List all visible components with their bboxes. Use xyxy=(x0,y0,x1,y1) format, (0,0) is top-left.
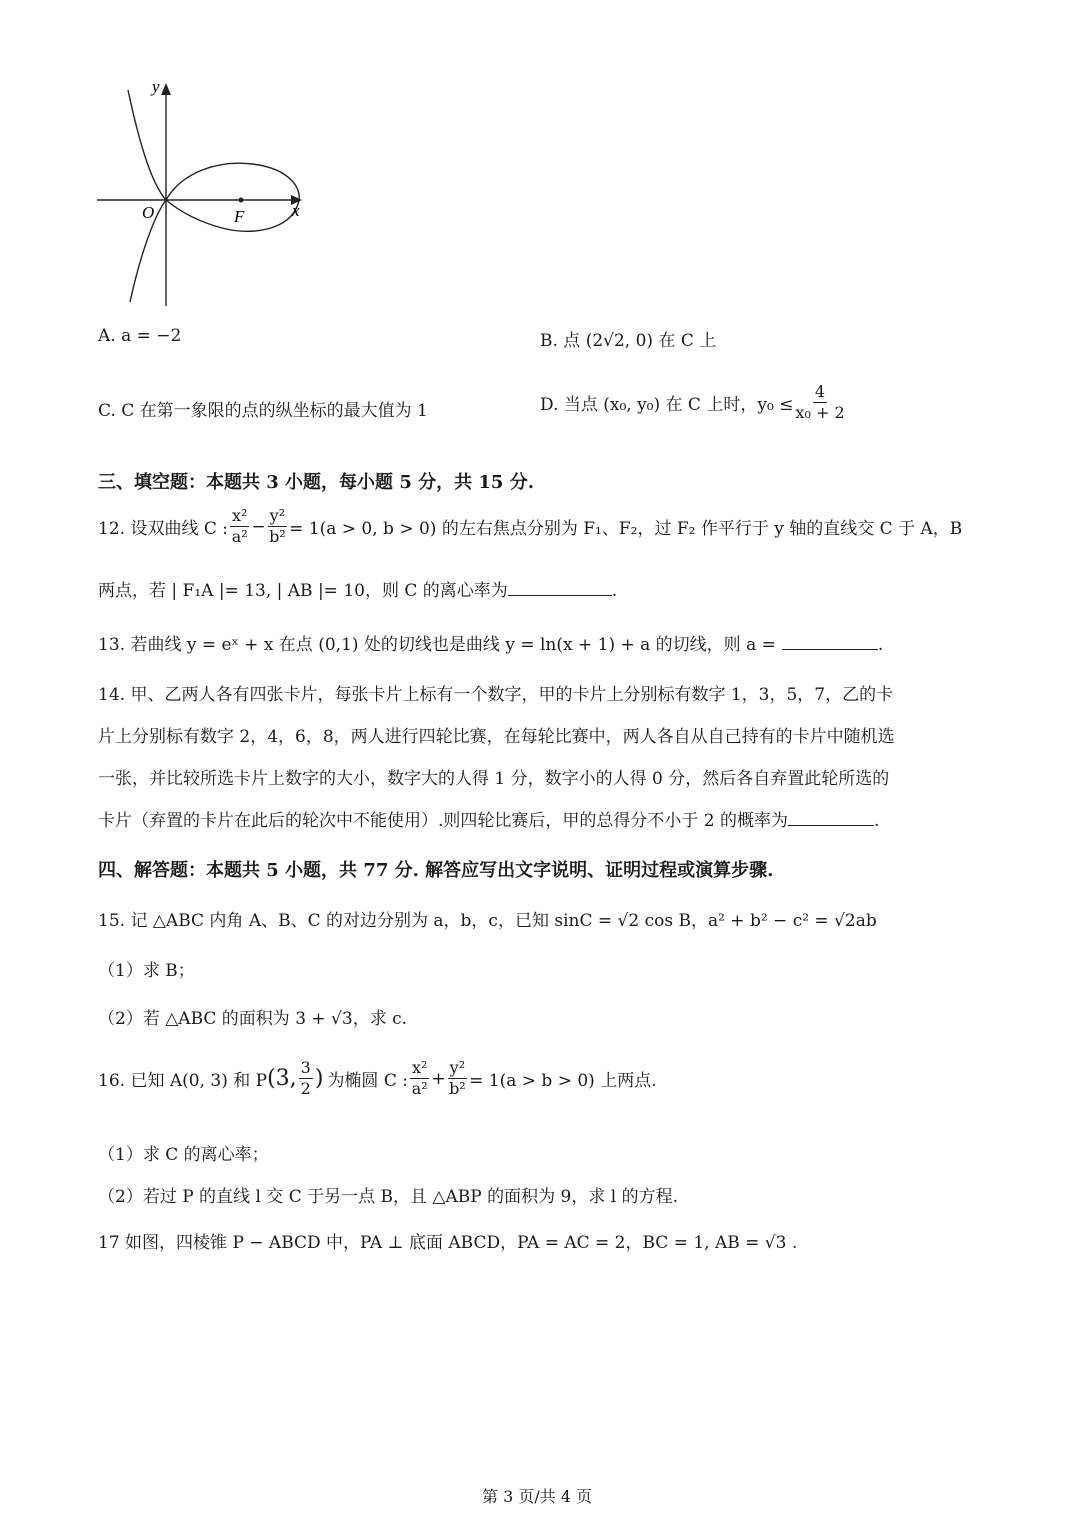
q15-stem: 15. 记 △ABC 内角 A、B、C 的对边分别为 a，b，c，已知 sinC = √2 cos B，a² + b² − c² = √2ab xyxy=(98,911,877,931)
q16-stem xyxy=(98,1058,657,1099)
q15-part1: （1）求 B； xyxy=(98,961,195,981)
q13-end: . xyxy=(877,635,884,655)
q16-frac1-num: x² xyxy=(411,1058,428,1077)
page-footer: 第 3 页/共 4 页 xyxy=(482,1487,593,1506)
q12-rest: = 1(a > 0, b > 0) 的左右焦点分别为 F₁、F₂，过 F₂ 作平行于 y 轴的直线交 C 于 A，B xyxy=(289,519,963,539)
q13-text: 13. 若曲线 y = eˣ + x 在点 (0,1) 处的切线也是曲线 y = ln(x + 1) + a 的切线，则 a = xyxy=(98,635,776,655)
loop-branch xyxy=(166,163,299,231)
q12-line2-text: 两点，若 | F₁A |= 13, | AB |= 10，则 C 的离心率为 xyxy=(98,581,508,601)
q12-answer-blank[interactable] xyxy=(508,577,612,596)
q12-frac1-den: a² xyxy=(231,527,248,546)
option-d-den: x₀ + 2 xyxy=(795,403,845,422)
curve-figure xyxy=(92,76,312,311)
focus-label: F xyxy=(234,207,245,226)
q16-p-open: (3, xyxy=(267,1066,297,1091)
q15-part2: （2）若 △ABC 的面积为 3 + √3，求 c. xyxy=(98,1009,408,1029)
q16-p-num: 3 xyxy=(300,1058,311,1077)
q16-p-close: ) xyxy=(314,1066,324,1091)
q16-ellipse-prefix: 为椭圆 C : xyxy=(327,1071,408,1091)
q16-p-den: 2 xyxy=(300,1079,311,1098)
q12-frac2-num: y² xyxy=(269,506,286,525)
q14-line1: 14. 甲、乙两人各有四张卡片，每张卡片上标有一个数字，甲的卡片上分别标有数字 1，3，5，7，乙的卡 xyxy=(98,685,894,705)
q12-line1 xyxy=(98,506,962,547)
option-d xyxy=(540,382,847,423)
q14-line2: 片上分别标有数字 2，4，6，8，两人进行四轮比赛，在每轮比赛中，两人各自从自己持有的卡片中随机选 xyxy=(98,727,895,747)
q16-plus: + xyxy=(431,1068,446,1089)
q16-frac2-num: y² xyxy=(449,1058,466,1077)
section4-heading: 四、解答题：本题共 5 小题，共 77 分. 解答应写出文字说明、证明过程或演算步骤. xyxy=(98,860,774,881)
y-axis-arrow xyxy=(161,83,171,95)
q14-answer-blank[interactable] xyxy=(788,807,874,826)
option-a: A. a = −2 xyxy=(98,326,182,346)
q12-frac2 xyxy=(268,506,287,547)
q14-end: . xyxy=(874,811,880,831)
q14-line4 xyxy=(98,806,879,831)
q12-end: . xyxy=(611,581,618,601)
q16-part2: （2）若过 P 的直线 l 交 C 于另一点 B，且 △ABP 的面积为 9，求 l 的方程. xyxy=(98,1187,678,1207)
left-branch xyxy=(128,90,166,302)
q16-part1: （1）求 C 的离心率； xyxy=(98,1145,269,1165)
focus-point xyxy=(239,198,244,203)
q13 xyxy=(98,630,883,655)
q16-prefix: 16. 已知 A(0, 3) 和 P xyxy=(98,1071,268,1091)
q12-frac1-num: x² xyxy=(231,506,248,525)
q17-stem: 17 如图，四棱锥 P − ABCD 中，PA ⊥ 底面 ABCD，PA = AC = 2，BC = 1, AB = √3 . xyxy=(98,1233,798,1253)
q16-frac2 xyxy=(448,1058,467,1099)
q13-answer-blank[interactable] xyxy=(782,631,878,650)
section3-heading: 三、填空题：本题共 3 小题，每小题 5 分，共 15 分. xyxy=(98,472,534,493)
q12-line2 xyxy=(98,576,617,601)
option-d-num: 4 xyxy=(814,382,826,401)
origin-label: O xyxy=(142,203,155,222)
q14-line3: 一张，并比较所选卡片上数字的大小，数字大的人得 1 分，数字小的人得 0 分，然后各自弃置此轮所选的 xyxy=(98,769,890,789)
y-label: y xyxy=(152,77,160,96)
option-b: B. 点 (2√2, 0) 在 C 上 xyxy=(540,331,717,351)
q16-frac2-den: b² xyxy=(449,1079,466,1098)
option-d-text: D. 当点 (x₀, y₀) 在 C 上时，y₀ ≤ xyxy=(540,395,794,415)
q14-line4-text: 卡片（弃置的卡片在此后的轮次中不能使用）.则四轮比赛后，甲的总得分不小于 2 的概率为 xyxy=(98,811,789,831)
q16-rest: = 1(a > b > 0) 上两点. xyxy=(469,1071,657,1091)
q12-frac2-den: b² xyxy=(269,527,286,546)
q16-frac1 xyxy=(410,1058,429,1099)
q12-frac1 xyxy=(230,506,249,547)
option-d-fraction xyxy=(795,382,844,423)
q16-frac1-den: a² xyxy=(411,1079,428,1098)
q16-p-frac xyxy=(299,1058,313,1099)
x-label: x xyxy=(292,201,300,220)
q12-prefix: 12. 设双曲线 C : xyxy=(98,519,228,539)
q12-minus: − xyxy=(251,516,266,537)
option-c: C. C 在第一象限的点的纵坐标的最大值为 1 xyxy=(98,401,428,421)
